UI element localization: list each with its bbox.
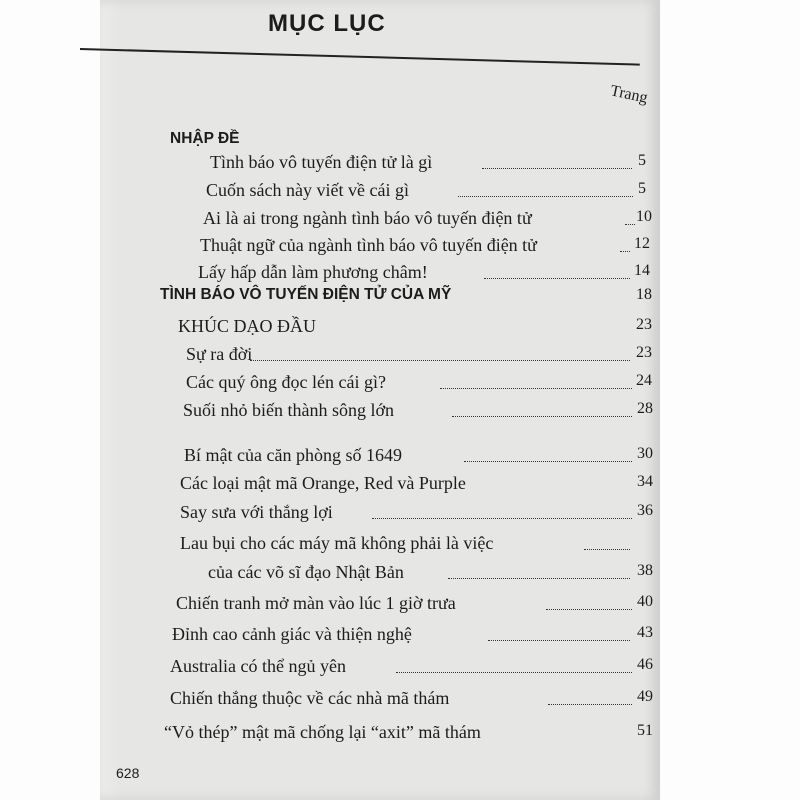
- dot-leader: [482, 168, 632, 169]
- toc-entry-title: Các quý ông đọc lén cái gì?: [186, 372, 386, 392]
- toc-page-number: 51: [637, 722, 653, 739]
- toc-entry: [0, 656, 800, 682]
- toc-page-number: 40: [637, 593, 653, 610]
- dot-leader: [448, 578, 630, 579]
- page-column-label: Trang: [608, 82, 650, 107]
- dot-leader: [625, 224, 635, 225]
- dot-leader: [452, 416, 632, 417]
- toc-entry-title: Sự ra đời: [186, 344, 253, 364]
- toc-entry: [0, 235, 800, 261]
- toc-entry: [0, 593, 800, 619]
- toc-entry: [0, 344, 800, 370]
- toc-entry-title: Ai là ai trong ngành tình báo vô tuyến điện tử: [203, 208, 532, 228]
- toc-entry: [0, 533, 800, 559]
- dot-leader: [488, 640, 630, 641]
- page-number: 628: [116, 765, 140, 781]
- toc-entry-title: Say sưa với thắng lợi: [180, 502, 333, 522]
- toc-entry-title: Chiến tranh mở màn vào lúc 1 giờ trưa: [176, 593, 456, 613]
- toc-entry: [0, 502, 800, 528]
- toc-section-heading: [0, 286, 800, 312]
- toc-page-number: 18: [636, 286, 652, 303]
- toc-page-number: 49: [637, 688, 653, 705]
- dot-leader: [440, 388, 632, 389]
- toc-page-number: 14: [634, 262, 650, 279]
- toc-entry-title: Các loại mật mã Orange, Red và Purple: [180, 473, 466, 493]
- toc-entry: [0, 473, 800, 499]
- toc-entry-title: KHÚC DẠO ĐẦU: [178, 316, 316, 336]
- toc-entry: [0, 688, 800, 714]
- toc-entry-title: NHẬP ĐỀ: [170, 130, 240, 147]
- toc-entry: [0, 316, 800, 342]
- toc-page-number: 23: [636, 344, 652, 361]
- toc-entry-title: TÌNH BÁO VÔ TUYẾN ĐIỆN TỬ CỦA MỸ: [160, 286, 452, 303]
- toc-entry: [0, 624, 800, 650]
- toc-page-number: 38: [637, 562, 653, 579]
- toc-entry: [0, 262, 800, 288]
- dot-leader: [584, 549, 630, 550]
- toc-page-number: 10: [636, 208, 652, 225]
- toc-entry: [0, 400, 800, 426]
- toc-entry: [0, 208, 800, 234]
- page-title: MỤC LỤC: [268, 10, 386, 37]
- toc-entry: [0, 445, 800, 471]
- toc-entry-title: Australia có thể ngủ yên: [170, 656, 346, 676]
- dot-leader: [464, 461, 632, 462]
- toc-entry-title: Thuật ngữ của ngành tình báo vô tuyến điện tử: [200, 235, 537, 255]
- dot-leader: [620, 251, 630, 252]
- toc-entry-title: Đỉnh cao cảnh giác và thiện nghệ: [172, 624, 412, 644]
- dot-leader: [546, 609, 632, 610]
- toc-page-number: 24: [636, 372, 652, 389]
- toc-entry-title: “Vỏ thép” mật mã chống lại “axit” mã thám: [164, 722, 481, 742]
- toc-page-number: 36: [637, 502, 653, 519]
- toc-entry-title: Bí mật của căn phòng số 1649: [184, 445, 402, 465]
- toc-entry-title: Chiến thắng thuộc về các nhà mã thám: [170, 688, 450, 708]
- dot-leader: [396, 672, 632, 673]
- toc-page-number: 5: [638, 180, 646, 197]
- toc-page-number: 43: [637, 624, 653, 641]
- toc-page-number: 12: [634, 235, 650, 252]
- toc-entry: [0, 562, 800, 588]
- toc-entry-title: Suối nhỏ biến thành sông lớn: [183, 400, 395, 420]
- toc-page-number: 5: [638, 152, 646, 169]
- toc-entry-title: Lau bụi cho các máy mã không phải là việc: [180, 533, 494, 553]
- toc-page-number: 34: [637, 473, 653, 490]
- toc-entry: [0, 372, 800, 398]
- toc-page-number: 30: [637, 445, 653, 462]
- toc-entry: [0, 152, 800, 178]
- toc-page-number: 28: [637, 400, 653, 417]
- dot-leader: [548, 704, 632, 705]
- toc-entry-title: Lấy hấp dẫn làm phương châm!: [198, 262, 428, 282]
- dot-leader: [372, 518, 632, 519]
- dot-leader: [484, 278, 630, 279]
- toc-entry: [0, 722, 800, 748]
- toc-entry-title: Cuốn sách này viết về cái gì: [206, 180, 409, 200]
- toc-page-number: 46: [637, 656, 653, 673]
- dot-leader: [458, 196, 633, 197]
- toc-entry: [0, 180, 800, 206]
- toc-entry-title: Tình báo vô tuyến điện tử là gì: [210, 152, 433, 172]
- toc-page-number: 23: [636, 316, 652, 333]
- toc-entry-title: của các võ sĩ đạo Nhật Bản: [208, 562, 404, 582]
- dot-leader: [250, 360, 630, 361]
